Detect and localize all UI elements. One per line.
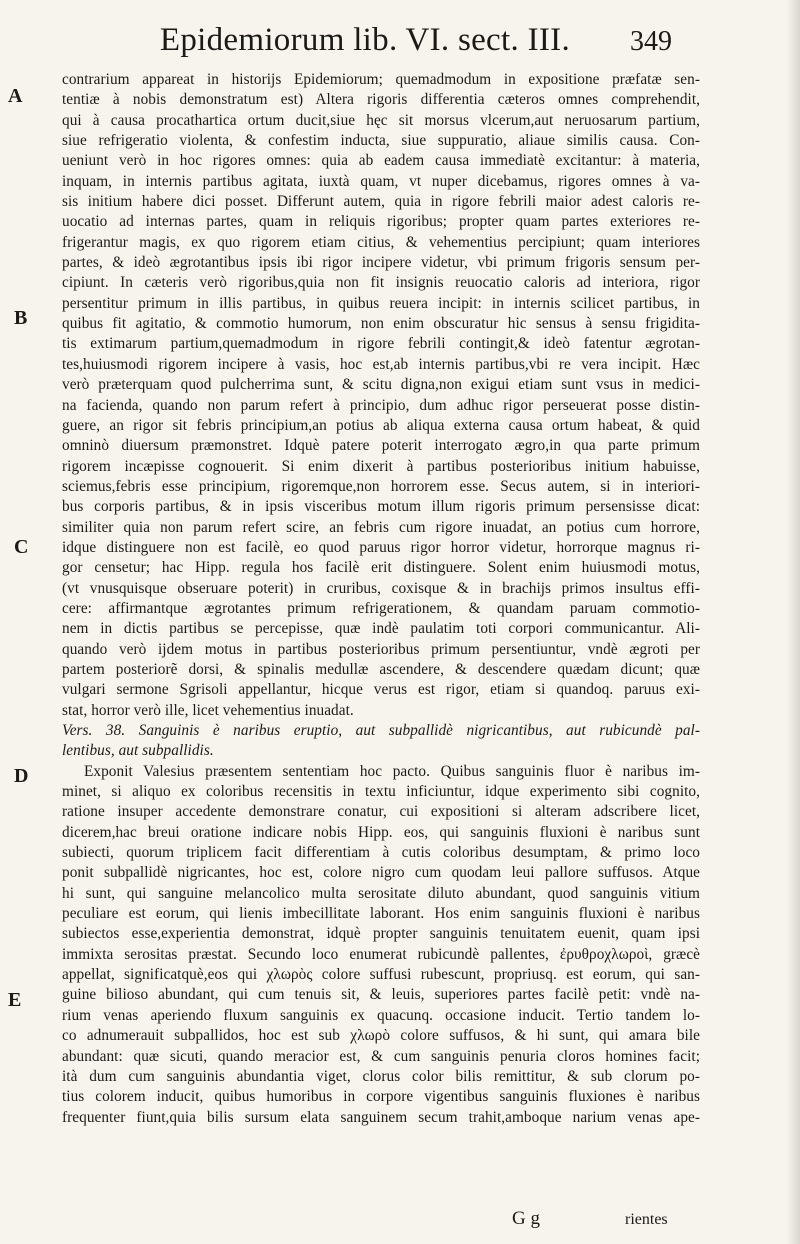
text-line: ità dum cum sanguinis abundantia viget, clorus color bilis remittitur, & sub clorum po- [62, 1067, 700, 1085]
text-line: verò præterquam quod pulcherrima sunt, & scitu digna,non exigui etiam sunt vsus in medici- [62, 376, 700, 394]
text-line: dicerem,hac breui oratione indicare nobis Hipp. eos, qui sanguinis fluxioni è naribus sunt [62, 823, 700, 841]
text-line: sciemus,febris esse principium, rigoremque,non horrorem esse. Secus autem, si in interiori- [62, 477, 700, 495]
text-line: bus corporis partibus, & in ipsis visceribus motum illum rigoris primum persensisse dicat: [62, 498, 700, 516]
text-line: frigerantur magis, ex quo rigorem etiam citius, & vehementius percipiunt; quam interiores [62, 233, 700, 251]
verse-heading-line: lentibus, aut subpallidis. [62, 742, 214, 760]
text-line: partes, & ideò ægrotantibus ipsis ibi rigor incipere videtur, vbi primum frigoris sensum per- [62, 254, 700, 272]
text-line: peculiare est eorum, qui lienis imbecillitate laborant. Hos enim sanguinis fluxioni è naribus [62, 905, 700, 923]
text-line: na facienda, quando non parum refert à principio, dum adhuc rigor perseuerat posse distin- [62, 396, 700, 414]
text-line: sis initium habere dici posset. Differunt autem, quia in rigore febrili maior adest caloris re- [62, 193, 700, 211]
text-line: subiectos esse,experientia demonstrat, idquè propter sanguinis tenuitatem euenit, quam ipsi [62, 925, 700, 943]
text-line: qui à causa procathartica ortum ducit,siue hęc sit morsus vlcerum,aut neruosarum partium, [62, 111, 700, 129]
text-line: cipiunt. In cæteris verò rigoribus,quia non fit insignis reuocatio caloris ad interiora, rigor [62, 274, 700, 292]
text-line: quibus fit agitatio, & commotio humorum, non enim obscuratur hic sensus à sensu frigidita- [62, 315, 700, 333]
running-head-title: Epidemiorum lib. VI. sect. III. [159, 22, 570, 58]
text-line: partem posteriorẽ dorsi, & spinalis medullæ ascendere, & descendere quædam dicunt; quæ [62, 660, 700, 678]
text-line: tius colorem inducit, quibus humoribus in corpore vigentibus sanguinis fluxiones è naribus [62, 1088, 700, 1106]
text-line: hi sunt, qui sanguine melancolico multa serositate diluto abundant, quod sanguinis vitium [62, 884, 700, 902]
text-line: subiecti, quorum triplicem facit differentiam à cutis coloribus desumptam, & primo loco [62, 844, 700, 862]
text-line: similiter quia non parum refert scire, an febris cum rigore inuadat, an potius cum horrore, [62, 518, 700, 536]
text-line: ueniunt verò in hoc rigores omnes: quia ab eadem causa immediatè excitantur: à materia, [62, 152, 700, 170]
margin-letter-b: B [14, 307, 28, 329]
text-line: inquam, in internis partibus agitata, iuxtà quam, vt nuper dicebamus, rigores omnes à va- [62, 172, 700, 190]
text-line: tes,huiusmodi rigorem incipere à vasis, hoc est,ab internis partibus,vbi re vera incipit. Hæc [62, 355, 700, 373]
text-line: rium venas aperiendo fluxum sanguinis ex quacunq. occasione inducit. Tertio tandem lo- [62, 1006, 700, 1024]
text-line: Exponit Valesius præsentem sententiam hoc pacto. Quibus sanguinis fluor è naribus im- [84, 762, 700, 780]
text-line: omninò diuersum præmonstret. Idquè patere poterit interrogato ægro,in qua parte primum [62, 437, 700, 455]
text-line: frequenter fiunt,quia bilis sursum elata sanguinem secum trahit,amboque narium venas ape- [62, 1108, 700, 1126]
text-line: tentiæ à nobis demonstratum est) Altera rigoris differentia cæteros omnes comprehendit, [62, 91, 700, 109]
page-number: 349 [630, 26, 672, 57]
text-line: uocatio ad internas partes, quam in reliquis rigoribus; propter quam partes exteriores re- [62, 213, 700, 231]
text-line: guine bilioso abundant, qui cum tenuis sit, & leuis, superiores partes facilè petit: vndè na- [62, 986, 700, 1004]
catchword: rientes [625, 1211, 668, 1228]
text-line: guere, an rigor sit febris principium,an potius ab aliqua externa causa ortum habeat, & quid [62, 416, 700, 434]
text-line: ratione insuper accedente demonstrare conatur, cui expositioni si alteram adscribere licet, [62, 803, 700, 821]
text-line: persentitur primum in illis partibus, in quibus reuera incipit: in internis scilicet partibus, in [62, 294, 700, 312]
text-line: immixta serositas præstat. Secundo loco enumerat rubicundè pallentes, ἐρυθροχλωροὶ, græcè [62, 945, 700, 963]
text-line: rigorem incæpisse cognouerit. Si enim dixerit à partibus posterioribus initium habuisse, [62, 457, 700, 475]
text-line: (vt vnusquisque obseruare poterit) in cruribus, coxisque & in brachijs primos insultus effi- [62, 579, 700, 597]
text-line: stat, horror verò ille, licet vehementius inuadat. [62, 701, 354, 719]
text-line: abundant: quæ sicuti, quando meracior est, & cum sanguinis penuria cloros homines facit; [62, 1047, 700, 1065]
margin-letter-d: D [14, 765, 29, 787]
text-line: cere: affirmantque ægrotantes primum refrigerationem, & quandam paruam commotio- [62, 599, 700, 617]
text-line: nem in dictis partibus se percepisse, quæ indè paulatim toti corpori communicantur. Ali- [62, 620, 700, 638]
text-line: appellat, significatquè,eos qui χλωρὸς colore suffusi rubescunt, propriusq. est eorum, qui san- [62, 966, 700, 984]
text-line: idque distinguere non est facilè, eo quod paruus rigor horror videtur, horrorque magnus ri- [62, 538, 700, 556]
text-line: siue refrigeratio violenta, & confestim inducta, siue suppuratio, aliaue similis causa. Con- [62, 132, 700, 150]
verse-heading-line: Vers. 38. Sanguinis è naribus eruptio, aut subpallidè nigricantibus, aut rubicundè pal- [62, 722, 700, 739]
text-line: gor censetur; hac Hipp. regula hos facilè erit distinguere. Solent enim huiusmodi motus, [62, 559, 700, 577]
text-line: co adnumerauit subpallidos, hoc est sub χλωρὸ colore suffusos, & hi sunt, qui amara bile [62, 1027, 700, 1045]
text-line: ponit subpallidè nigricantes, hoc est, colore nigro cum quodam leui pallore suffusos. Atque [62, 864, 700, 882]
page-edge-shadow [786, 0, 800, 1244]
text-line: quando verò ijdem motus in partibus posterioribus primum persentiuntur, vndè ægroti per [62, 640, 700, 658]
text-line: vulgari sermone Sgrisoli appellantur, hicque verus est rigor, etiam si quandoq. paruus exi- [62, 681, 700, 699]
text-line: tis extimarum partium,quemadmodum in rigore febrili contingit,& ideò fatentur ægrotan- [62, 335, 700, 353]
signature-mark: G g [512, 1208, 540, 1229]
margin-letter-c: C [14, 536, 29, 558]
text-line: minet, si aliquo ex coloribus recensitis in textu inficiuntur, idque experimento sibi cognito, [62, 783, 700, 801]
text-line: contrarium appareat in historijs Epidemiorum; quemadmodum in expositione præfatæ sen- [62, 71, 700, 88]
margin-letter-a: A [8, 85, 23, 107]
body-text [62, 70, 700, 1128]
margin-letter-e: E [8, 989, 22, 1011]
